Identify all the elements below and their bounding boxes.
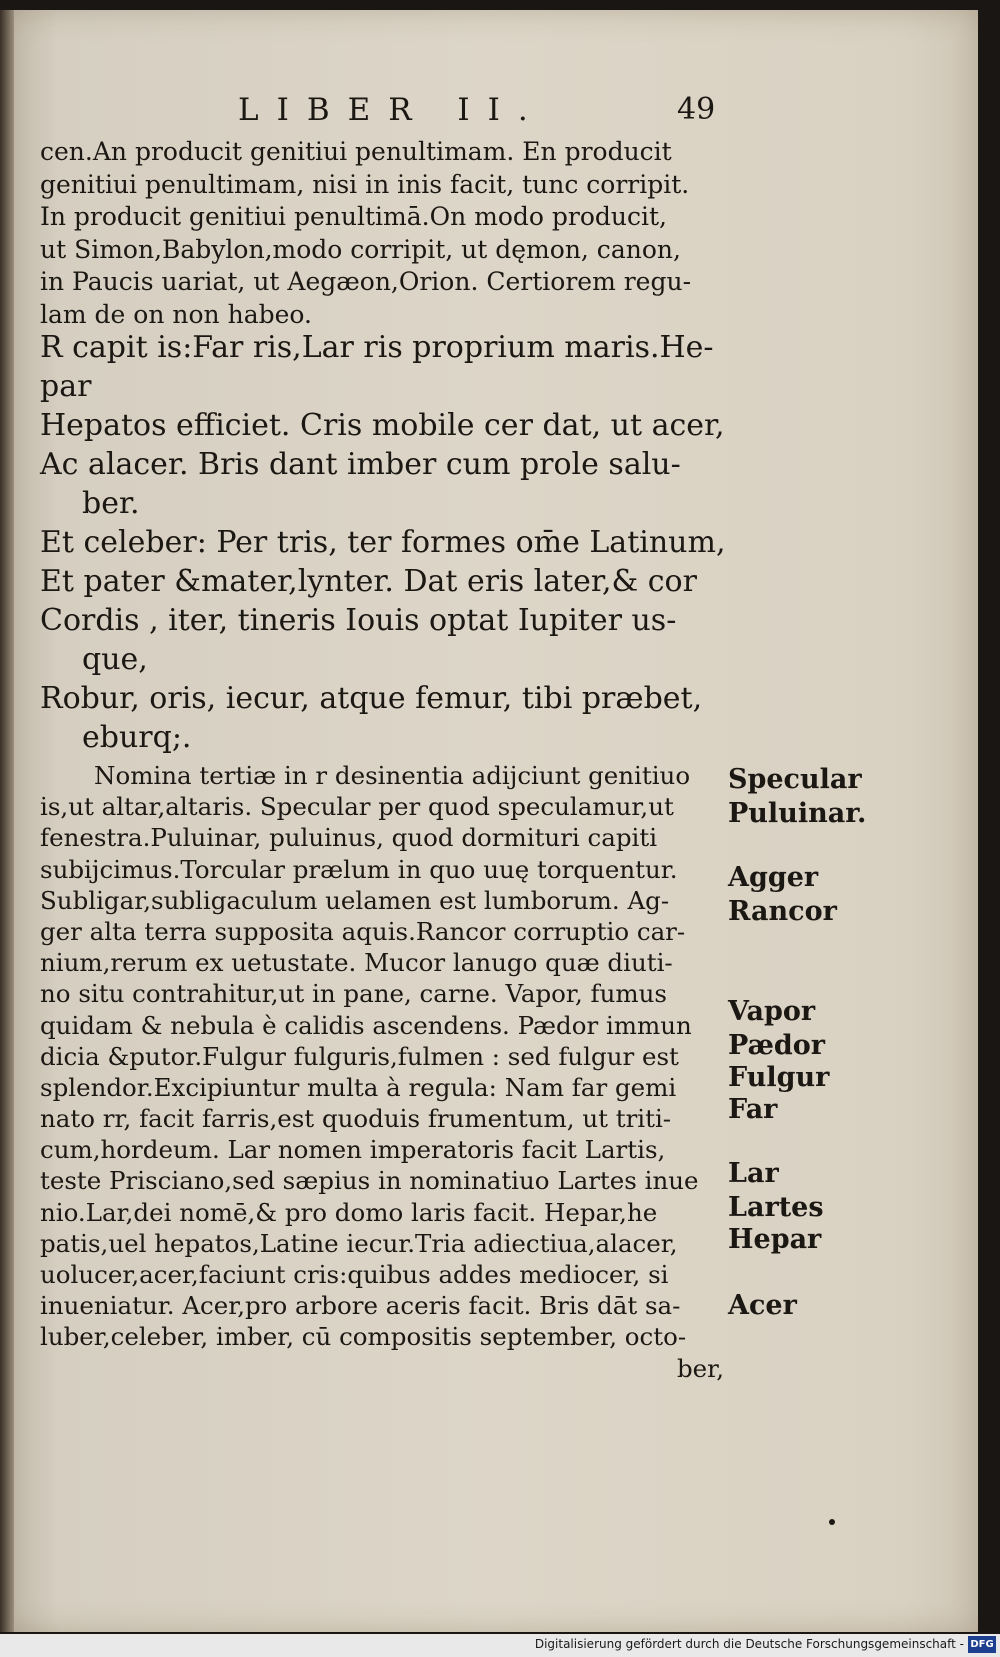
funding-credit: Digitalisierung gefördert durch die Deutsche Forschungsgemeinschaft - <box>534 1637 964 1651</box>
verse-line: Ac alacer. Bris dant imber cum prole salu- <box>40 447 681 482</box>
margin-note: Far <box>728 1094 778 1125</box>
text-line: lam de on non habeo. <box>40 299 312 329</box>
prose-top-block <box>40 136 730 331</box>
text-line: ber, <box>677 1353 724 1383</box>
margin-note: Pædor <box>728 1030 826 1061</box>
margin-note: Rancor <box>728 896 837 927</box>
text-line: nio.Lar,dei nomē,& pro domo laris facit. Hepar,he <box>40 1197 658 1227</box>
text-line: Subligar,subligaculum uelamen est lumborum. Ag- <box>40 885 670 915</box>
text-line: In producit genitiui penultimā.On modo producit, <box>40 202 668 231</box>
dfg-logo[interactable]: DFG <box>968 1636 996 1653</box>
text-line: fenestra.Puluinar, puluinus, quod dormituri capiti <box>40 823 658 853</box>
text-line: luber,celeber, imber, cū compositis september, octo- <box>40 1322 687 1352</box>
margin-note: Vapor <box>728 996 816 1027</box>
text-line: dicia &putor.Fulgur fulguris,fulmen : sed fulgur est <box>40 1041 679 1071</box>
verse-line: ber. <box>82 486 140 521</box>
text-line: subijcimus.Torcular prælum in quo uuę torquentur. <box>40 854 678 884</box>
text-line: splendor.Excipiuntur multa à regula: Nam far gemi <box>40 1072 677 1102</box>
page-number: 49 <box>677 92 716 127</box>
running-head: LIBER II. <box>238 92 546 128</box>
text-line: no situ contrahitur,ut in pane, carne. Vapor, fumus <box>40 979 667 1009</box>
text-line: cum,hordeum. Lar nomen imperatoris facit Lartis, <box>40 1135 666 1165</box>
margin-note: Lartes <box>728 1192 824 1223</box>
verse-line: Et pater &mater,lynter. Dat eris later,& cor <box>40 564 697 599</box>
text-line: nato rr, facit farris,est quoduis frumentum, ut triti- <box>40 1104 672 1134</box>
text-line: nium,rerum ex uetustate. Mucor lanugo quæ diuti- <box>40 948 673 978</box>
verse-line: Et celeber: Per tris, ter formes om̄e Latinum, <box>40 525 726 560</box>
text-line: Nomina tertiæ in r desinentia adijciunt genitiuo <box>94 761 691 790</box>
ink-spot <box>829 1519 835 1525</box>
margin-note: Hepar <box>728 1224 822 1255</box>
text-line: genitiui penultimam, nisi in inis facit, tunc corripit. <box>40 169 690 199</box>
text-line: uolucer,acer,faciunt cris:quibus addes mediocer, si <box>40 1260 669 1289</box>
text-line: cen.An producit genitiui penultimam. En producit <box>40 137 672 166</box>
margin-note: Specular <box>728 764 862 795</box>
footer-strip <box>0 1634 1000 1657</box>
verse-line: Robur, oris, iecur, atque femur, tibi præbet, <box>40 681 703 716</box>
margin-note: Lar <box>728 1158 779 1189</box>
page-header <box>0 88 978 128</box>
text-line: teste Prisciano,sed sæpius in nominatiuo Lartes inue <box>40 1166 699 1196</box>
text-line: in Paucis uariat, ut Aegæon,Orion. Certiorem regu- <box>40 267 692 296</box>
verse-line: Hepatos efficiet. Cris mobile cer dat, ut acer, <box>40 408 725 443</box>
margin-note: Puluinar. <box>728 798 867 829</box>
text-line: inueniatur. Acer,pro arbore aceris facit. Bris dāt sa- <box>40 1291 681 1321</box>
text-line: is,ut altar,altaris. Specular per quod speculamur,ut <box>40 792 674 822</box>
text-line: ut Simon,Babylon,modo corripit, ut dęmon, canon, <box>40 234 681 264</box>
verse-line: par <box>40 369 92 404</box>
verse-line: eburq;. <box>82 720 192 755</box>
verse-line: R capit is:Far ris,Lar ris proprium maris.He- <box>40 330 714 365</box>
margin-note: Fulgur <box>728 1062 830 1093</box>
text-line: quidam & nebula è calidis ascendens. Pædor immun <box>40 1010 692 1040</box>
prose-main-block <box>40 760 730 1384</box>
text-line: ger alta terra supposita aquis.Rancor corruptio car- <box>40 916 686 946</box>
verse-line: Cordis , iter, tineris Iouis optat Iupiter us- <box>40 603 677 638</box>
verse-block <box>40 328 730 757</box>
margin-note: Agger <box>728 862 819 893</box>
text-line: patis,uel hepatos,Latine iecur.Tria adiectiua,alacer, <box>40 1228 678 1258</box>
page-gutter <box>0 10 14 1632</box>
margin-note: Acer <box>728 1290 797 1321</box>
verse-line: que, <box>82 642 148 677</box>
